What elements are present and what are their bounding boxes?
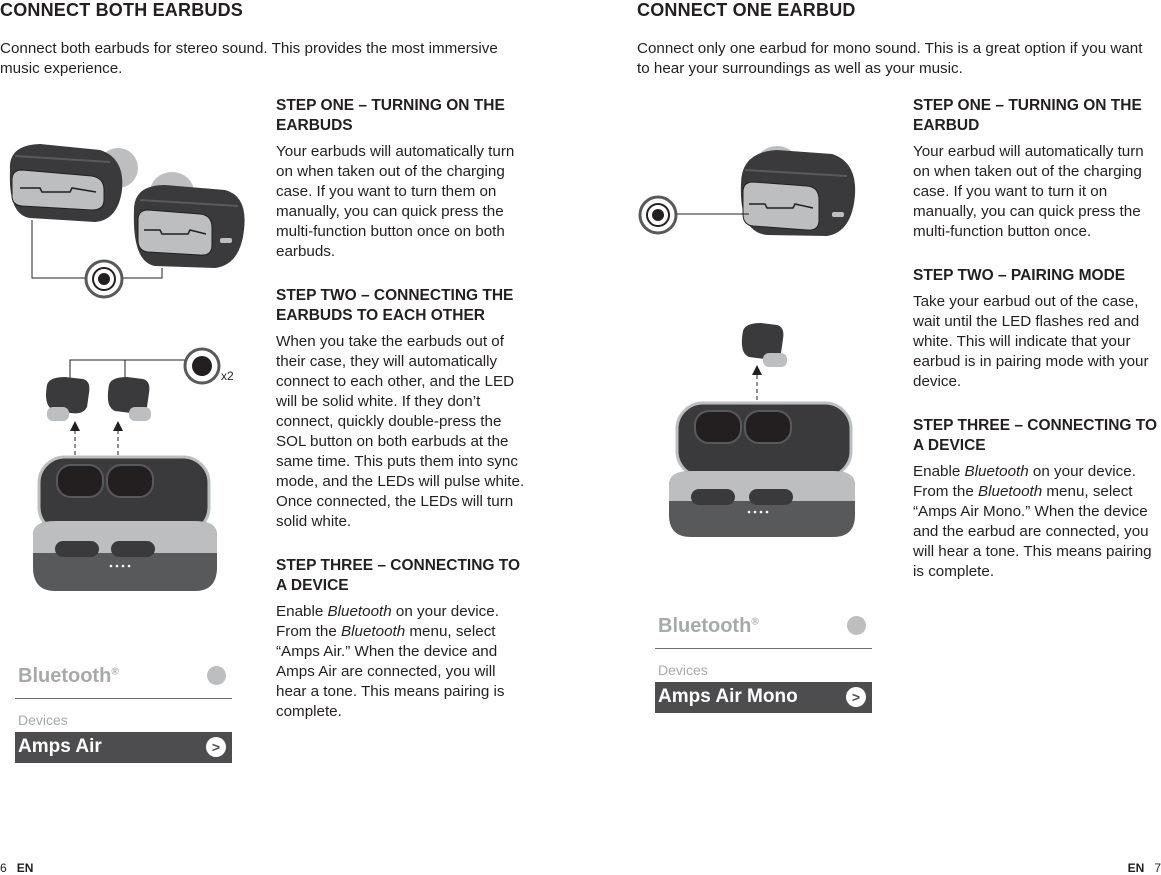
right-step-three <box>913 416 1159 582</box>
device-row-amps-air-mono[interactable] <box>655 682 872 713</box>
left-bud-icon <box>46 377 89 421</box>
right-folio <box>1128 861 1161 875</box>
step-title: STEP ONE – TURNING ON THE EARBUD <box>913 97 1142 134</box>
step-body: Your earbuds will automatically turn on when taken out of the charging case. If you want to turn them on manually, you can quick press the multi-function button once on both earbuds. <box>276 143 515 260</box>
right-bud-icon <box>108 377 151 421</box>
single-earbud-illustration <box>637 140 867 250</box>
left-earbud-icon <box>10 144 138 222</box>
device-row-amps-air[interactable] <box>15 732 232 763</box>
left-heading: CONNECT BOTH EARBUDS <box>0 0 244 20</box>
step-title: STEP TWO – PAIRING MODE <box>913 267 1126 284</box>
single-bud-icon <box>742 323 787 367</box>
devices-label: Devices <box>658 662 708 678</box>
step-title: STEP TWO – CONNECTING THE EARBUDS TO EACH OTHER <box>276 287 514 324</box>
divider <box>655 648 872 649</box>
right-steps <box>913 96 1159 606</box>
page-number: 7 <box>1154 861 1161 875</box>
left-step-three <box>276 556 526 722</box>
step-body: When you take the earbuds out of their case, they will automatically connect to each other, and the LED will be solid white. If they don’t connect, quickly double-press the SOL button on both earbuds at the same time. This puts them into sync mode, and the LEDs will pulse white. Once connected, the LEDs will turn solid white. <box>276 333 525 530</box>
step-title: STEP THREE – CONNECTING TO A DEVICE <box>913 417 1158 454</box>
step-title: STEP ONE – TURNING ON THE EARBUDS <box>276 97 505 134</box>
button-icon <box>640 197 676 233</box>
left-steps <box>276 96 526 746</box>
body-emphasis: Bluetooth <box>327 603 392 620</box>
button-icon <box>183 345 223 385</box>
step-title: STEP THREE – CONNECTING TO A DEVICE <box>276 557 521 594</box>
step-body: Your earbud will automatically turn on when taken out of the charging case. If you want to turn it on manually, you can quick press the multi-function button once. <box>913 143 1144 240</box>
bluetooth-title-text: Bluetooth <box>18 665 112 687</box>
body-text: on your device. From the <box>276 603 499 640</box>
devices-label: Devices <box>18 712 68 728</box>
bluetooth-toggle-icon[interactable] <box>847 616 866 635</box>
button-icon <box>86 261 122 297</box>
language-code: EN <box>1127 861 1145 875</box>
registered-mark: ® <box>111 666 119 678</box>
language-code: EN <box>16 861 34 875</box>
right-step-one <box>913 96 1159 242</box>
page-number: 6 <box>0 861 7 875</box>
body-text: Enable <box>276 603 328 620</box>
charging-case-single-illustration <box>665 315 865 545</box>
earbuds-pair-illustration <box>0 130 250 305</box>
right-step-two <box>913 266 1159 392</box>
right-heading: CONNECT ONE EARBUD <box>637 0 856 20</box>
left-step-one <box>276 96 526 262</box>
body-text: menu, select “Amps Air Mono.” When the device and the earbud are connected, you will hear a tone. This means pairing is complete. <box>913 483 1152 580</box>
right-intro: Connect only one earbud for mono sound. This is a great option if you want to hear your surroundings as well as your music. <box>637 40 1143 77</box>
step-body <box>913 462 1159 582</box>
body-emphasis: Bluetooth <box>978 483 1043 500</box>
divider <box>15 698 232 699</box>
step-body: Take your earbud out of the case, wait until the LED flashes red and white. This will indicate that your earbud is in pairing mode with your device. <box>913 293 1149 390</box>
step-body <box>276 602 526 722</box>
registered-mark: ® <box>751 616 759 628</box>
body-text: on your device. From the <box>913 463 1136 500</box>
right-earbud-icon <box>134 172 245 268</box>
chevron-right-icon: > <box>846 687 866 707</box>
bluetooth-toggle-icon[interactable] <box>207 666 226 685</box>
chevron-right-icon: > <box>206 737 226 757</box>
left-folio <box>0 861 33 875</box>
device-name: Amps Air Mono <box>658 686 798 707</box>
body-text: Enable <box>913 463 965 480</box>
device-name: Amps Air <box>18 736 102 757</box>
bluetooth-title <box>658 615 759 638</box>
body-text: menu, select “Amps Air.” When the device and Amps Air are connected, you will hear a tone. This means pairing is complete. <box>276 623 505 720</box>
left-step-two <box>276 286 526 532</box>
bluetooth-title <box>18 665 119 688</box>
bluetooth-title-text: Bluetooth <box>658 615 752 637</box>
body-emphasis: Bluetooth <box>964 463 1029 480</box>
multiplier-label: x2 <box>221 369 234 383</box>
left-intro: Connect both earbuds for stereo sound. This provides the most immersive music experience. <box>0 40 498 77</box>
body-emphasis: Bluetooth <box>341 623 406 640</box>
